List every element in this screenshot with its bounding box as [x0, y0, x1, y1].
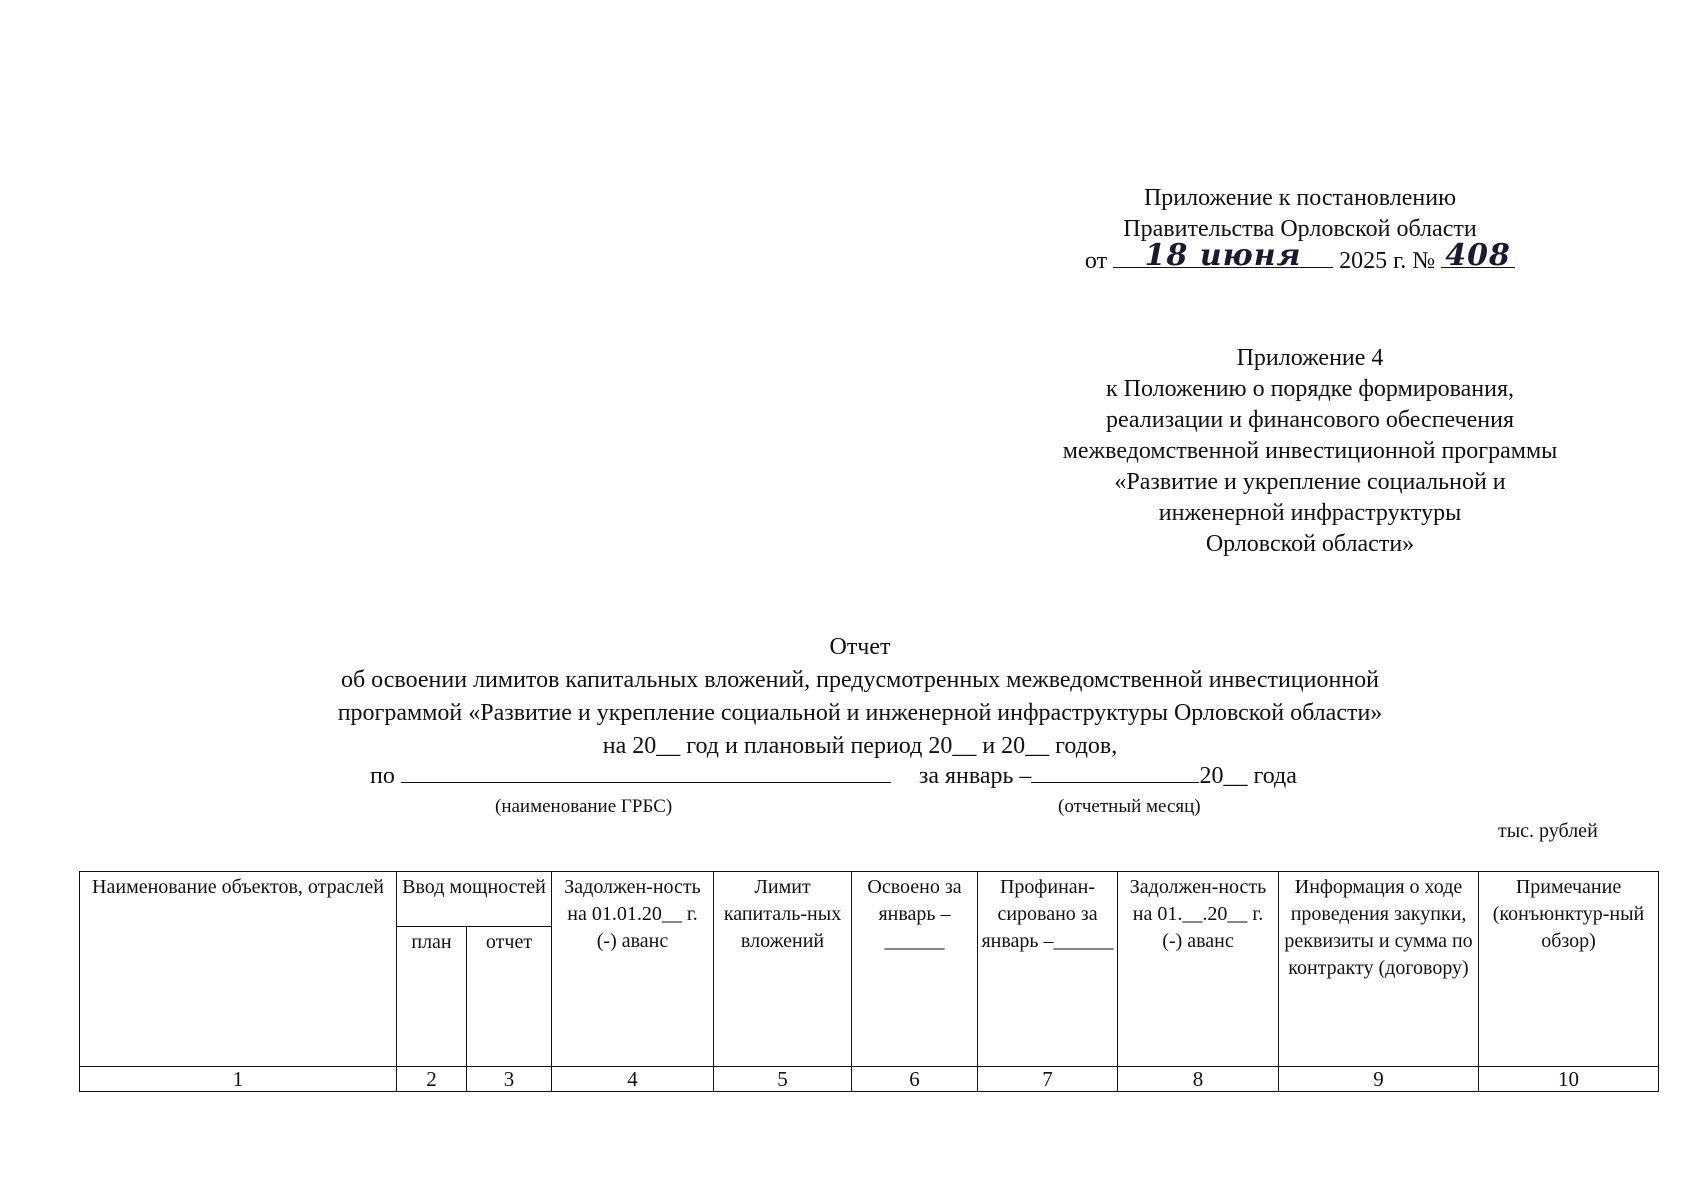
column-number: 10	[1479, 1067, 1659, 1092]
appendix-line: Орловской области»	[1205, 531, 1415, 557]
header-financed: Профинан-сировано за январь –______	[978, 872, 1118, 1067]
header-procurement-info: Информация о ходе проведения закупки, реквизиты и сумма по контракту (договору)	[1279, 872, 1479, 1067]
handwritten-date: 18 июня	[1144, 238, 1302, 273]
report-heading	[200, 631, 1520, 763]
report-title: Отчет	[829, 634, 891, 660]
units-label: тыс. рублей	[1498, 820, 1598, 842]
column-number: 1	[80, 1067, 397, 1092]
report-table	[79, 871, 1659, 1092]
grbs-prefix: по	[370, 763, 395, 789]
appendix-4-block	[1010, 343, 1610, 560]
report-line-1: об освоении лимитов капитальных вложений, предусмотренных межведомственной инвестиционной	[340, 667, 1380, 693]
column-number: 3	[467, 1067, 552, 1092]
appendix-line: «Развитие и укрепление социальной и	[1114, 469, 1506, 495]
header-capacity-input: Ввод мощностей	[397, 872, 552, 927]
grbs-line	[370, 762, 1297, 790]
header-report: отчет	[467, 927, 552, 1067]
report-line-3: на 20__ год и плановый период 20__ и 20__ годов,	[602, 733, 1118, 759]
year-suffix: 20__ года	[1199, 763, 1297, 789]
header-plan: план	[397, 927, 467, 1067]
approval-block	[1010, 183, 1590, 277]
caption-grbs: (наименование ГРБС)	[495, 796, 673, 817]
appendix-line: Приложение 4	[1236, 345, 1384, 371]
approval-year-text: 2025 г. №	[1339, 248, 1436, 274]
approval-date-line	[1010, 238, 1590, 277]
month-blank	[1031, 762, 1199, 783]
appendix-line: межведомственной инвестиционной программы	[1062, 438, 1558, 464]
header-limit: Лимит капиталь-ных вложений	[714, 872, 852, 1067]
approval-number-field	[1441, 238, 1515, 273]
column-number: 8	[1118, 1067, 1279, 1092]
approval-line-1: Приложение к постановлению	[1143, 185, 1457, 211]
header-debt-start: Задолжен-ность на 01.01.20__ г. (-) аванс	[552, 872, 714, 1067]
column-number: 9	[1279, 1067, 1479, 1092]
approval-from-prefix: от	[1084, 248, 1108, 274]
column-number: 7	[978, 1067, 1118, 1092]
column-number: 4	[552, 1067, 714, 1092]
appendix-line: к Положению о порядке формирования,	[1105, 376, 1514, 402]
column-number: 2	[397, 1067, 467, 1092]
header-mastered: Освоено за январь –______	[852, 872, 978, 1067]
header-note: Примечание (конъюнктур-ный обзор)	[1479, 872, 1659, 1067]
table-header-row	[80, 872, 1659, 927]
appendix-line: реализации и финансового обеспечения	[1105, 407, 1515, 433]
report-line-2: программой «Развитие и укрепление социальной и инженерной инфраструктуры Орловской области»	[337, 700, 1383, 726]
header-objects: Наименование объектов, отраслей	[80, 872, 397, 1067]
handwritten-number: 408	[1445, 238, 1511, 273]
column-number: 5	[714, 1067, 852, 1092]
grbs-blank	[401, 762, 891, 783]
caption-month: (отчетный месяц)	[1058, 796, 1201, 817]
table-row	[80, 1067, 1659, 1092]
month-prefix: за январь –	[918, 763, 1032, 789]
appendix-line: инженерной инфраструктуры	[1158, 500, 1462, 526]
column-number: 6	[852, 1067, 978, 1092]
approval-line-2: Правительства Орловской области	[1123, 216, 1477, 242]
header-debt-end: Задолжен-ность на 01.__.20__ г. (-) аванс	[1118, 872, 1279, 1067]
approval-date-field	[1113, 238, 1333, 273]
